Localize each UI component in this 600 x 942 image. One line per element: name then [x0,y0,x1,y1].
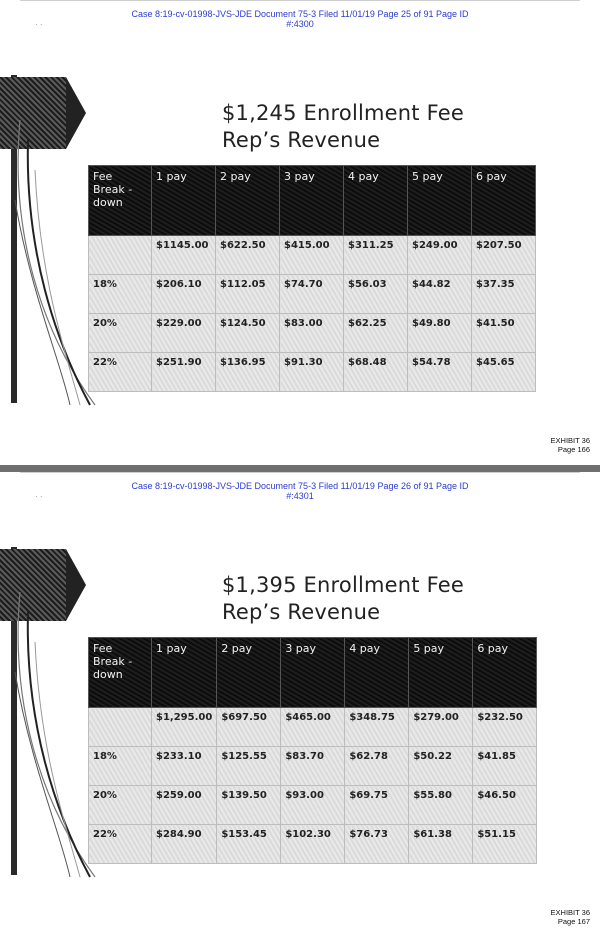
table-row [89,786,537,825]
table-row [89,353,536,392]
table-cell: 18% [89,747,152,786]
exhibit-label [551,436,590,454]
table-cell: $69.75 [345,786,409,825]
case-header-line: Case 8:19-cv-01998-JVS-JDE Document 75-3 Filed 11/01/19 Page 26 of 91 Page ID [131,481,469,491]
table-row [89,825,537,864]
table-cell: $68.48 [344,353,408,392]
table-cell: $55.80 [409,786,473,825]
table-row [89,314,536,353]
table-row [89,747,537,786]
table-header-row [89,638,537,708]
table-cell: $136.95 [216,353,280,392]
table-cell: $415.00 [280,236,344,275]
table-cell: $37.35 [472,275,536,314]
table-cell: $83.70 [281,747,345,786]
table-cell [89,708,152,747]
header-cell: 5 pay [409,638,473,708]
revenue-table [88,637,537,864]
table-cell: $311.25 [344,236,408,275]
table-cell: $124.50 [216,314,280,353]
table-cell: $41.85 [473,747,537,786]
table-cell: $125.55 [217,747,281,786]
table-cell: $229.00 [152,314,216,353]
table-cell: $251.90 [152,353,216,392]
document-page-2 [0,472,600,937]
table-cell: $74.70 [280,275,344,314]
table-cell: $51.15 [473,825,537,864]
revenue-table [88,165,536,392]
scan-speck: · · [35,20,43,29]
table-row [89,275,536,314]
table-cell: 20% [89,314,152,353]
title-line-1: $1,395 Enrollment Fee [222,573,464,597]
table-cell: $233.10 [152,747,217,786]
table-cell: $207.50 [472,236,536,275]
table-cell: 22% [89,825,152,864]
exhibit-page: Page 167 [557,917,590,926]
decorative-curves [0,110,100,410]
table-cell: $112.05 [216,275,280,314]
table-cell: 20% [89,786,152,825]
table-cell: $45.65 [472,353,536,392]
exhibit-label [551,908,590,926]
table-cell: $153.45 [217,825,281,864]
slide-title [222,100,464,154]
scan-speck: · · [35,492,43,501]
table-cell: $284.90 [152,825,217,864]
title-line-1: $1,245 Enrollment Fee [222,101,464,125]
table-cell: $279.00 [409,708,473,747]
page-id-number: #:4301 [286,491,314,501]
table-cell: $259.00 [152,786,217,825]
table-cell: $44.82 [408,275,472,314]
title-line-2: Rep’s Revenue [222,600,381,624]
case-header-line: Case 8:19-cv-01998-JVS-JDE Document 75-3 Filed 11/01/19 Page 25 of 91 Page ID [131,9,469,19]
header-cell: 4 pay [344,166,408,236]
header-cell: 6 pay [472,166,536,236]
table-cell: $348.75 [345,708,409,747]
table-cell: $91.30 [280,353,344,392]
document-page-1 [0,0,600,465]
exhibit-page: Page 166 [557,445,590,454]
header-cell: 6 pay [473,638,537,708]
table-cell: $622.50 [216,236,280,275]
table-cell: $93.00 [281,786,345,825]
table-cell: $1145.00 [152,236,216,275]
table-cell: $50.22 [409,747,473,786]
top-rule [20,472,580,473]
table-cell: $249.00 [408,236,472,275]
header-cell: 3 pay [281,638,345,708]
table-cell: $102.30 [281,825,345,864]
table-cell: $41.50 [472,314,536,353]
table-cell: $49.80 [408,314,472,353]
table-cell: 18% [89,275,152,314]
header-cell: Fee Break - down [89,638,152,708]
table-row [89,708,537,747]
exhibit-number: EXHIBIT 36 [550,908,590,917]
table-cell: $46.50 [473,786,537,825]
table-cell: $83.00 [280,314,344,353]
table-row [89,236,536,275]
table-header-row [89,166,536,236]
table-cell: 22% [89,353,152,392]
table-cell: $139.50 [217,786,281,825]
table-cell: $465.00 [281,708,345,747]
header-cell: Fee Break - down [89,166,152,236]
header-cell: 3 pay [280,166,344,236]
title-line-2: Rep’s Revenue [222,128,381,152]
table-cell: $1,295.00 [152,708,217,747]
decorative-curves [0,582,100,882]
table-cell: $697.50 [217,708,281,747]
page-id-number: #:4300 [286,19,314,29]
table-cell: $62.25 [344,314,408,353]
header-cell: 1 pay [152,638,217,708]
header-cell: 5 pay [408,166,472,236]
slide-title [222,572,464,626]
table-cell: $206.10 [152,275,216,314]
table-cell: $56.03 [344,275,408,314]
page-separator [0,465,600,472]
table-cell: $232.50 [473,708,537,747]
header-cell: 1 pay [152,166,216,236]
table-cell [89,236,152,275]
table-cell: $54.78 [408,353,472,392]
exhibit-number: EXHIBIT 36 [550,436,590,445]
case-header [0,9,600,29]
table-cell: $76.73 [345,825,409,864]
top-rule [20,0,580,1]
header-cell: 2 pay [216,166,280,236]
table-cell: $62.78 [345,747,409,786]
case-header [0,481,600,501]
header-cell: 4 pay [345,638,409,708]
header-cell: 2 pay [217,638,281,708]
table-cell: $61.38 [409,825,473,864]
